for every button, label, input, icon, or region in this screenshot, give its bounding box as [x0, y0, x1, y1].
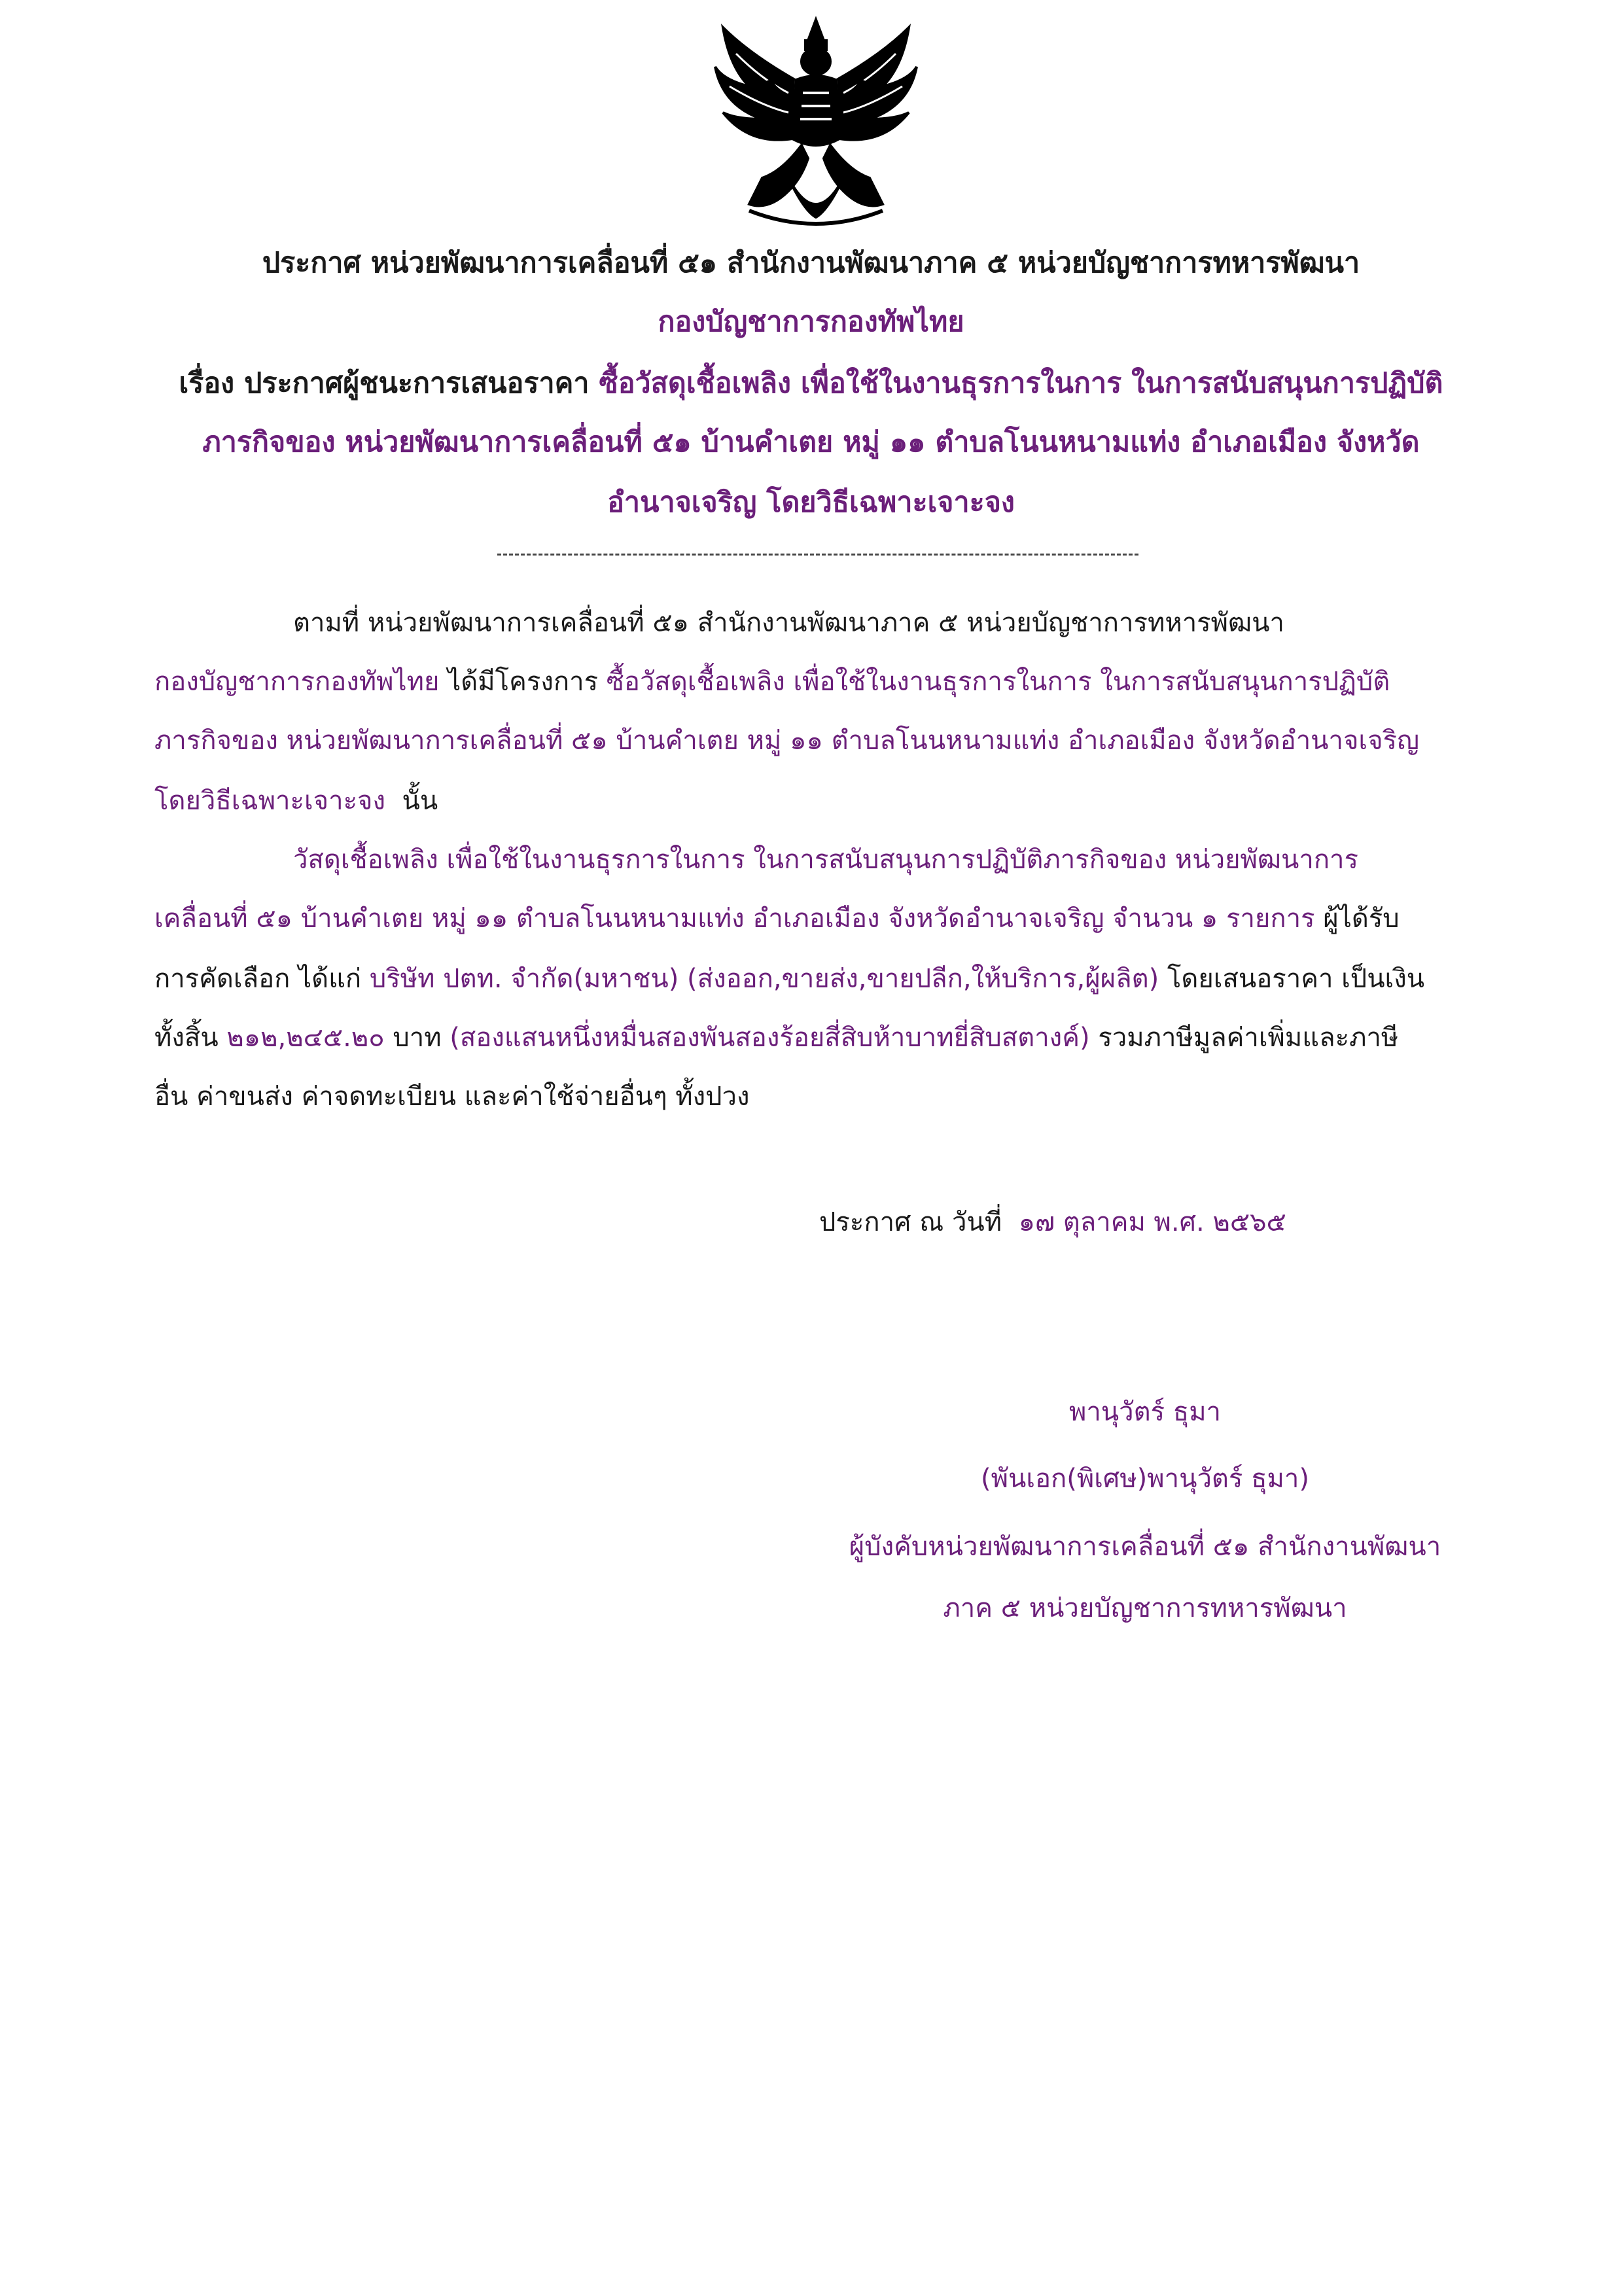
- garuda-emblem-icon: [710, 14, 922, 237]
- subject-prefix: เรื่อง ประกาศผู้ชนะการเสนอราคา: [179, 367, 590, 400]
- para1-project-label: ได้มีโครงการ: [448, 667, 599, 697]
- para1-project-text: ซื้อวัสดุเชื้อเพลิง เพื่อใช้ในงานธุรการในการ ในการสนับสนุนการปฏิบัติ: [606, 667, 1390, 697]
- para2-line-1: วัสดุเชื้อเพลิง เพื่อใช้ในงานธุรการในการ ในการสนับสนุนการปฏิบัติภารกิจของ หน่วยพัฒนาการ: [293, 845, 1358, 875]
- para2-line-5: อื่น ค่าขนส่ง ค่าจดทะเบียน และค่าใช้จ่ายอื่นๆ ทั้งปวง: [154, 1082, 750, 1112]
- header-line-2: กองบัญชาการกองทัพไทย: [658, 306, 964, 338]
- subject-line-3: อำนาจเจริญ โดยวิธีเฉพาะเจาะจง: [607, 486, 1015, 519]
- para2-currency: บาท: [393, 1023, 442, 1053]
- signature-full-name: (พันเอก(พิเศษ)พานุวัตร์ ธุมา): [981, 1464, 1309, 1494]
- para2-location: เคลื่อนที่ ๕๑ บ้านคำเตย หมู่ ๑๑ ตำบลโนนหนามแท่ง อำเภอเมือง จังหวัดอำนาจเจริญ จำนวน ๑ รายการ: [154, 904, 1315, 934]
- para2-amount: ๒๑๒,๒๔๕.๒๐: [226, 1023, 385, 1053]
- para2-company: บริษัท ปตท. จำกัด(มหาชน) (ส่งออก,ขายส่ง,ขายปลีก,ให้บริการ,ผู้ผลิต): [369, 964, 1159, 994]
- divider-line: [497, 554, 1138, 556]
- para1-method: โดยวิธีเฉพาะเจาะจง: [154, 786, 386, 816]
- para1-end: นั้น: [402, 786, 438, 816]
- announce-date-value: ๑๗ ตุลาคม พ.ศ. ๒๕๖๕: [1018, 1207, 1286, 1237]
- para2-price-label: โดยเสนอราคา เป็นเงิน: [1167, 964, 1425, 994]
- signature-position-2: ภาค ๕ หน่วยบัญชาการทหารพัฒนา: [943, 1593, 1347, 1623]
- para1-line-2: [154, 663, 1390, 700]
- signature-name: พานุวัตร์ ธุมา: [1068, 1397, 1222, 1427]
- para2-line-3: [154, 961, 1424, 997]
- para2-line-2: [154, 900, 1400, 937]
- para1-agency: กองบัญชาการกองทัพไทย: [154, 667, 440, 697]
- para1-line-3: ภารกิจของ หน่วยพัฒนาการเคลื่อนที่ ๕๑ บ้านคำเตย หมู่ ๑๑ ตำบลโนนหนามแท่ง อำเภอเมือง จังหวัดอำนาจเจริญ: [154, 726, 1420, 756]
- subject-line-1: [0, 364, 1622, 403]
- para2-line-4: [154, 1019, 1398, 1056]
- para2-amount-words: (สองแสนหนึ่งหมื่นสองพันสองร้อยสี่สิบห้าบาทยี่สิบสตางค์): [450, 1023, 1090, 1053]
- signature-position-1: ผู้บังคับหน่วยพัฒนาการเคลื่อนที่ ๕๑ สำนักงานพัฒนา: [849, 1532, 1441, 1562]
- para1-line-1: ตามที่ หน่วยพัฒนาการเคลื่อนที่ ๕๑ สำนักงานพัฒนาภาค ๕ หน่วยบัญชาการทหารพัฒนา: [293, 608, 1284, 638]
- subject-line-2: ภารกิจของ หน่วยพัฒนาการเคลื่อนที่ ๕๑ บ้านคำเตย หมู่ ๑๑ ตำบลโนนหนามแท่ง อำเภอเมือง จังหวัด: [202, 426, 1420, 459]
- subject-text-1: ซื้อวัสดุเชื้อเพลิง เพื่อใช้ในงานธุรการในการ ในการสนับสนุนการปฏิบัติ: [599, 367, 1443, 400]
- para2-selected-label: การคัดเลือก ได้แก่: [154, 964, 362, 994]
- para1-line-4: [154, 783, 438, 819]
- para2-winner-label: ผู้ได้รับ: [1323, 904, 1400, 934]
- para2-total-label: ทั้งสิ้น: [154, 1023, 219, 1053]
- header-line-1: ประกาศ หน่วยพัฒนาการเคลื่อนที่ ๕๑ สำนักงานพัฒนาภาค ๕ หน่วยบัญชาการทหารพัฒนา: [262, 247, 1360, 279]
- announce-date: [819, 1204, 1286, 1241]
- announce-date-label: ประกาศ ณ วันที่: [819, 1207, 1002, 1237]
- para2-tax-note: รวมภาษีมูลค่าเพิ่มและภาษี: [1098, 1023, 1399, 1053]
